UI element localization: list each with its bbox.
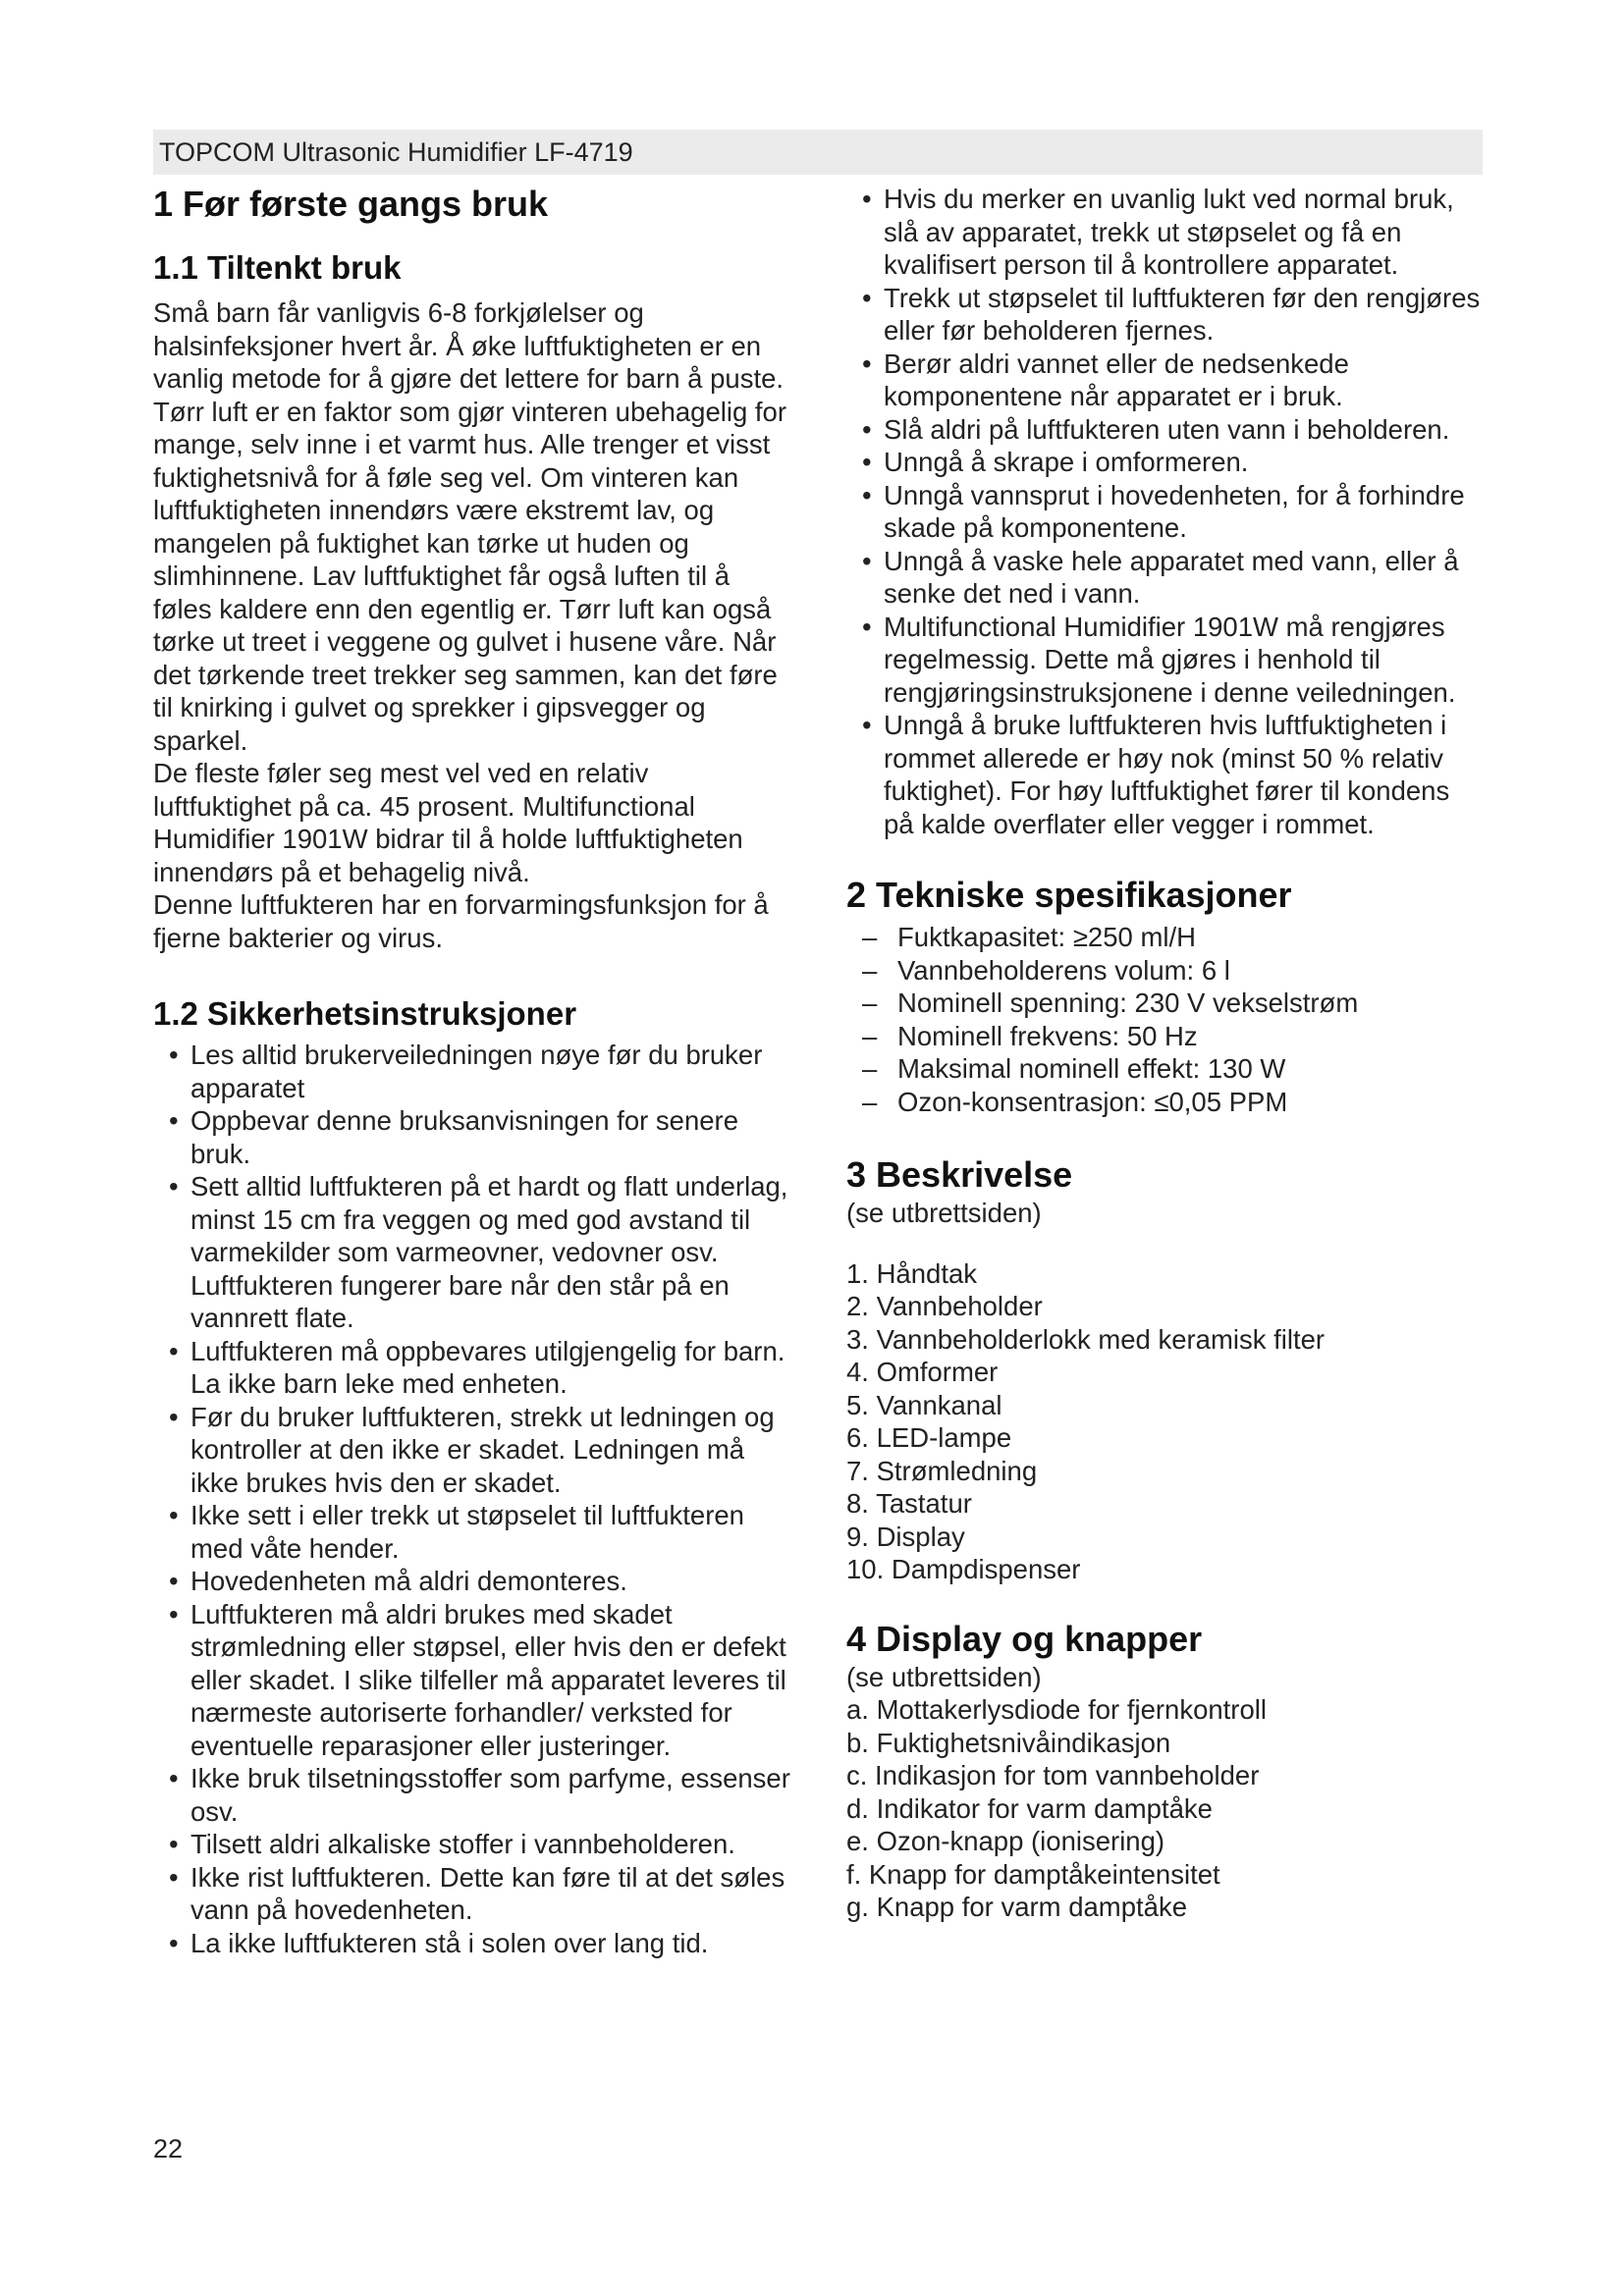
list-item: • Oppbevar denne bruksanvisningen for senere bruk. [153,1104,791,1170]
safety-list [153,1039,791,1959]
paragraph: Små barn får vanligvis 6-8 forkjølelser og halsinfeksjoner hvert år. Å øke luftfuktigheten er en vanlig metode for å gjøre det lettere for barn å puste. [153,297,785,394]
section-1-1-title: 1.1 Tiltenkt bruk [153,249,402,286]
list-item: 6. LED-lampe [846,1422,1012,1453]
list-item: • Multifunctional Humidifier 1901W må rengjøres regelmessig. Dette må gjøres i henhold til rengjøringsinstruksjonene i denne veiledningen. [846,611,1485,710]
paragraph: Denne luftfukteren har en forvarmingsfunksjon for å fjerne bakterier og virus. [153,889,769,953]
section-4-note: (se utbrettsiden) [846,1661,1042,1692]
section-3-note: (se utbrettsiden) [846,1198,1042,1228]
list-item: e. Ozon-knapp (ionisering) [846,1826,1165,1856]
list-item: • Hvis du merker en uvanlig lukt ved normal bruk, slå av apparatet, trekk ut støpselet og få en kvalifisert person til å kontrollere apparatet. [846,183,1485,282]
list-item: a. Mottakerlysdiode for fjernkontroll [846,1694,1267,1725]
list-item: • Før du bruker luftfukteren, strekk ut ledningen og kontroller at den ikke er skadet. Ledningen må ikke brukes hvis den er skadet. [153,1401,791,1500]
list-item: g. Knapp for varm damptåke [846,1892,1187,1922]
list-item: 10. Dampdispenser [846,1554,1081,1584]
list-item: 5. Vannkanal [846,1389,1002,1420]
spec-item: – Fuktkapasitet: ≥250 ml/H [846,921,1485,954]
list-item: • Hovedenheten må aldri demonteres. [153,1565,791,1598]
list-item: • Ikke bruk tilsetningsstoffer som parfyme, essenser osv. [153,1762,791,1828]
spec-item: – Vannbeholderens volum: 6 l [846,954,1485,988]
section-1-2-title: 1.2 Sikkerhetsinstruksjoner [153,995,577,1032]
list-item: 9. Display [846,1521,965,1552]
paragraph: De fleste føler seg mest vel ved en relativ luftfuktighet på ca. 45 prosent. Multifunctional Humidifier 1901W bidrar til å holde luftfuktigheten innendørs på et behagelig nivå. [153,758,743,887]
section-1-1-body [153,296,791,954]
list-item: • Ikke sett i eller trekk ut støpselet til luftfukteren med våte hender. [153,1499,791,1565]
spec-list [846,921,1485,1118]
page-header [153,130,1483,175]
list-item: • Unngå å skrape i omformeren. [846,446,1485,479]
list-item: • Tilsett aldri alkaliske stoffer i vannbeholderen. [153,1828,791,1861]
list-item: • Slå aldri på luftfukteren uten vann i beholderen. [846,413,1485,447]
list-item: 3. Vannbeholderlokk med keramisk filter [846,1323,1326,1355]
list-item: • Sett alltid luftfukteren på et hardt og flatt underlag, minst 15 cm fra veggen og med god avstand til varmekilder som varmeovner, vedovner osv. Luftfukteren fungerer bare når den står på en vannrett flate. [153,1170,791,1335]
spec-item: – Nominell spenning: 230 V vekselstrøm [846,987,1485,1020]
list-item: • Ikke rist luftfukteren. Dette kan føre til at det søles vann på hovedenheten. [153,1861,791,1927]
list-item: f. Knapp for damptåkeintensitet [846,1858,1220,1890]
list-item: • Unngå vannsprut i hovedenheten, for å forhindre skade på komponentene. [846,479,1485,545]
paragraph: Tørr luft er en faktor som gjør vinteren ubehagelig for mange, selv inne i et varmt hus. Alle trenger et visst fuktighetsnivå for å føle seg vel. Om vinteren kan luftfuktigheten innendørs være ekstremt lav, og mangelen på fuktighet kan tørke ut huden og slimhinnene. Lav luftfuktighet får også luften til å føles kaldere enn den egentlig er. Tørr luft kan også tørke ut treet i veggene og gulvet i husene våre. Når det tørkende treet trekker seg sammen, kan det føre til knirking i gulvet og sprekker i gipsvegger og sparkel. [153,396,786,756]
list-item: • Les alltid brukerveiledningen nøye før du bruker apparatet [153,1039,791,1104]
left-column [153,177,791,1959]
list-item: • Trekk ut støpselet til luftfukteren før den rengjøres eller før beholderen fjernes. [846,282,1485,347]
display-buttons-list [846,1693,1485,1924]
spec-item: – Nominell frekvens: 50 Hz [846,1020,1485,1053]
description-list [846,1257,1485,1586]
section-3-title: 3 Beskrivelse [846,1154,1073,1195]
section-2-title: 2 Tekniske spesifikasjoner [846,875,1292,915]
header-title: TOPCOM Ultrasonic Humidifier LF-4719 [159,137,633,167]
list-item: • Luftfukteren må oppbevares utilgjengelig for barn. La ikke barn leke med enheten. [153,1335,791,1401]
list-item: b. Fuktighetsnivåindikasjon [846,1727,1171,1758]
spec-item: – Ozon-konsentrasjon: ≤0,05 PPM [846,1086,1485,1119]
section-4-title: 4 Display og knapper [846,1618,1203,1659]
spec-item: – Maksimal nominell effekt: 130 W [846,1052,1485,1086]
list-item: 4. Omformer [846,1357,999,1387]
list-item: 8. Tastatur [846,1488,972,1519]
list-item: • Luftfukteren må aldri brukes med skadet strømledning eller støpsel, eller hvis den er defekt eller skadet. I slike tilfeller må apparatet leveres til nærmeste autoriserte forhandler/ verksted for eventuelle reparasjoner eller justeringer. [153,1598,791,1763]
list-item: • La ikke luftfukteren stå i solen over lang tid. [153,1927,791,1960]
list-item: 1. Håndtak [846,1257,978,1289]
list-item: 2. Vannbeholder [846,1291,1043,1321]
list-item: c. Indikasjon for tom vannbeholder [846,1760,1260,1790]
list-item: d. Indikator for varm damptåke [846,1792,1213,1824]
list-item: 7. Strømledning [846,1455,1038,1486]
right-column [846,183,1485,1924]
page-number: 22 [153,2134,184,2163]
list-item: • Unngå å bruke luftfukteren hvis luftfuktigheten i rommet allerede er høy nok (minst 50 % relativ fuktighet). For høy luftfuktighet fører til kondens på kalde overflater eller vegger i rommet. [846,709,1485,840]
section-1-title: 1 Før første gangs bruk [153,184,549,224]
safety-list-continued [846,183,1485,840]
list-item: • Berør aldri vannet eller de nedsenkede komponentene når apparatet er i bruk. [846,347,1485,413]
list-item: • Unngå å vaske hele apparatet med vann, eller å senke det ned i vann. [846,545,1485,611]
